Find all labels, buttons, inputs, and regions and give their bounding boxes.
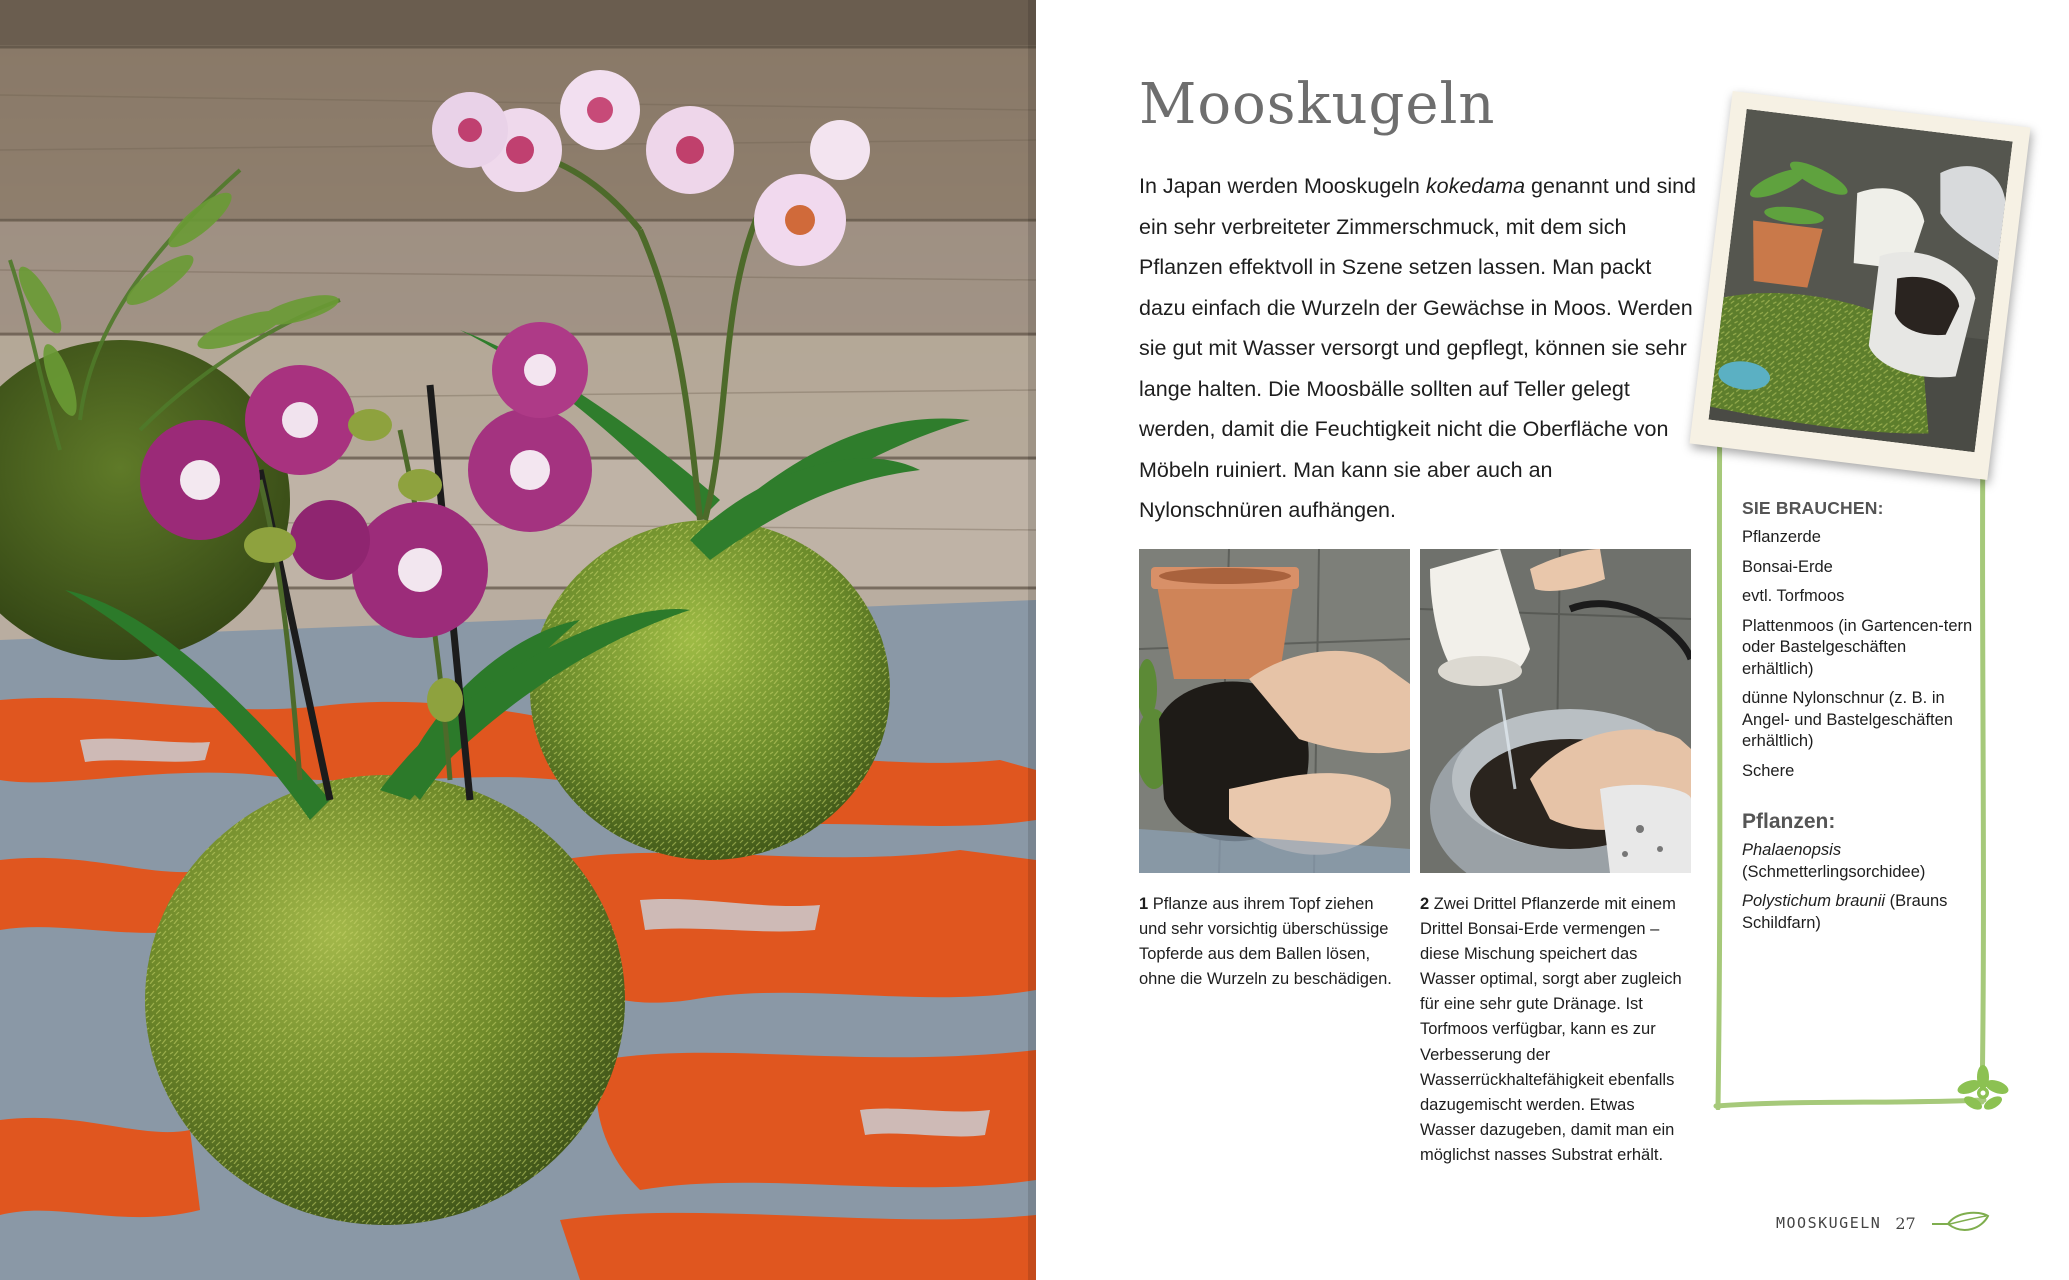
page-number: 27 bbox=[1895, 1213, 1916, 1233]
step-1-caption bbox=[1139, 892, 1404, 992]
step-2-number: 2 bbox=[1420, 895, 1430, 913]
intro-text-start: In Japan werden Mooskugeln bbox=[1139, 174, 1426, 198]
step-1-text: Pflanze aus ihrem Topf ziehen und sehr vorsichtig überschüssige Topferde aus dem Ballen lösen, ohne die Wurzeln zu beschädigen. bbox=[1139, 895, 1392, 989]
intro-term: kokedama bbox=[1425, 174, 1526, 198]
materials-sidebar bbox=[1742, 498, 1982, 942]
step-1-number: 1 bbox=[1139, 895, 1149, 913]
plants-heading: Pflanzen: bbox=[1742, 810, 1836, 833]
page-title: Mooskugeln bbox=[1139, 72, 1496, 137]
step-2-caption bbox=[1420, 892, 1685, 1168]
materials-list bbox=[1742, 527, 1982, 782]
list-item: evtl. Torfmoos bbox=[1742, 587, 1845, 605]
plant-item bbox=[1742, 891, 1982, 934]
step-1-photo bbox=[1139, 549, 1410, 873]
plant-latin-name: Polystichum braunii bbox=[1742, 892, 1886, 910]
step-2-text: Zwei Drittel Pflanzerde mit einem Drittel Bonsai-Erde vermengen – diese Mischung speichert das Wasser optimal, sorgt aber zugleich für eine sehr gute Dränage. Ist Torfmoos verfügbar, kann es zur Verbesserung der Wasserrückhaltefähigkeit ebenfalls dazugemischt werden. Etwas Wasser dazugeben, damit man ein möglichst nasses Substrat erhält. bbox=[1420, 895, 1682, 1164]
plant-common-name: (Schmetterlingsorchidee) bbox=[1742, 862, 1926, 881]
list-item: Plattenmoos (in Gartencen-tern oder Bastelgeschäften erhältlich) bbox=[1742, 616, 1973, 678]
list-item: Pflanzerde bbox=[1742, 528, 1821, 546]
leaf-icon bbox=[1930, 1208, 1990, 1238]
materials-polaroid-photo bbox=[1689, 91, 2030, 480]
running-head: MOOSKUGELN bbox=[1776, 1214, 1882, 1232]
sidebar-heading: SIE BRAUCHEN: bbox=[1742, 498, 1884, 518]
sprout-icon bbox=[1955, 1063, 2011, 1119]
plant-item bbox=[1742, 840, 1982, 883]
intro-paragraph bbox=[1139, 166, 1699, 531]
plant-common-name: (Brauns Schildfarn) bbox=[1742, 892, 1948, 932]
plant-latin-name: Phalaenopsis bbox=[1742, 841, 1842, 859]
page-footer bbox=[1776, 1208, 1990, 1238]
list-item: dünne Nylonschnur (z. B. in Angel- und Bastelgeschäften erhältlich) bbox=[1742, 689, 1953, 750]
intro-text-rest: genannt und sind ein sehr verbreiteter Zimmerschmuck, mit dem sich Pflanzen effektvoll in Szene setzen lassen. Man packt dazu einfach die Wurzeln der Gewächse in Moos. Werden sie gut mit Wasser versorgt und gepflegt, können sie sehr lange halten. Die Moosbälle sollten auf Teller gelegt werden, damit die Feuchtigkeit nicht die Oberfläche von Möbeln ruiniert. Man kann sie aber auch an Nylonschnüren aufhängen. bbox=[1139, 174, 1697, 522]
list-item: Bonsai-Erde bbox=[1742, 557, 1833, 576]
list-item: Schere bbox=[1742, 761, 1795, 780]
step-2-photo bbox=[1420, 549, 1691, 873]
